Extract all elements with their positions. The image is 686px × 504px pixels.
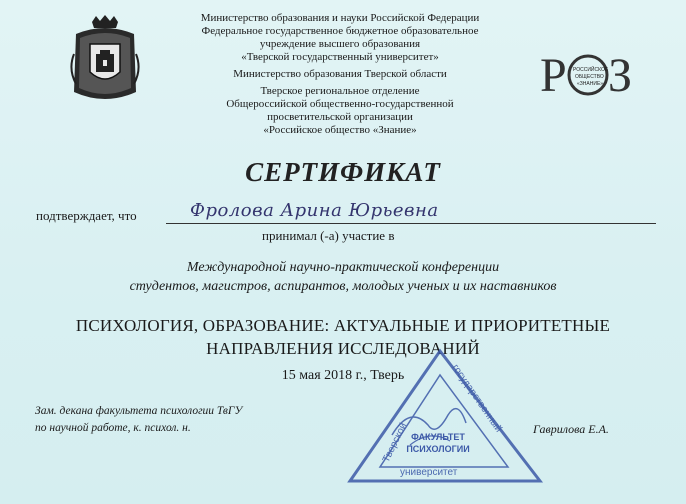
svg-text:З: З — [608, 49, 633, 102]
stamp-center-line: ФАКУЛЬТЕТ — [411, 432, 465, 442]
university-coat-of-arms-icon — [70, 14, 140, 106]
faculty-stamp — [340, 345, 550, 490]
header-line: учреждение высшего образования — [259, 38, 421, 50]
conference-line: студентов, магистров, аспирантов, молодых ученых и их наставников — [129, 279, 557, 294]
confirms-label: подтверждает, что — [36, 208, 137, 223]
conference-description — [0, 258, 686, 296]
stamp-text-left: Тверской — [380, 421, 410, 465]
signer-position-line: Зам. декана факультета психологии ТвГУ — [35, 405, 243, 417]
header-line: «Российское общество «Знание» — [263, 124, 417, 136]
znanie-society-logo — [540, 45, 640, 105]
issuer-header — [190, 12, 490, 137]
header-line: Общероссийской общественно-государственной — [226, 98, 454, 110]
header-line: Федеральное государственное бюджетное образовательное — [201, 25, 479, 37]
topic-line: НАПРАВЛЕНИЯ ИССЛЕДОВАНИЙ — [206, 339, 480, 358]
svg-text:Тверской — [381, 421, 410, 464]
logo-text-line: РОССИЙСКОЕ — [573, 67, 609, 73]
recipient-underline — [166, 223, 656, 224]
stamp-center-line: ПСИХОЛОГИИ — [406, 444, 470, 454]
signer-name: Гаврилова Е.А. — [533, 422, 609, 436]
header-line: Тверское региональное отделение — [260, 85, 420, 97]
logo-text-line: «ЗНАНИЕ» — [577, 81, 604, 87]
svg-text:Р: Р — [540, 49, 567, 102]
svg-text:университет — [400, 467, 458, 478]
certificate-title: СЕРТИФИКАТ — [245, 157, 441, 187]
recipient-name: Фролова Арина Юрьевна — [190, 200, 439, 221]
header-line: «Тверской государственный университет» — [241, 51, 439, 63]
header-line: Министерство образования и науки Российской Федерации — [200, 12, 480, 24]
header-line: Министерство образования Тверской области — [233, 68, 447, 80]
signer-position — [35, 403, 242, 437]
topic-line: ПСИХОЛОГИЯ, ОБРАЗОВАНИЕ: АКТУАЛЬНЫЕ И ПРИОРИТЕТНЫЕ — [75, 316, 611, 335]
participated-label: принимал (-а) участие в — [262, 228, 395, 243]
signer-position-line: по научной работе, к. психол. н. — [35, 422, 191, 434]
stamp-text-bottom: университет — [400, 467, 458, 478]
stamp-text-right: государственный — [449, 362, 504, 435]
header-line: просветительской организации — [267, 111, 413, 123]
event-date: 15 мая 2018 г., Тверь — [281, 368, 405, 383]
logo-text-line: ОБЩЕСТВО — [575, 74, 604, 80]
conference-line: Международной научно-практической конференции — [186, 260, 500, 275]
